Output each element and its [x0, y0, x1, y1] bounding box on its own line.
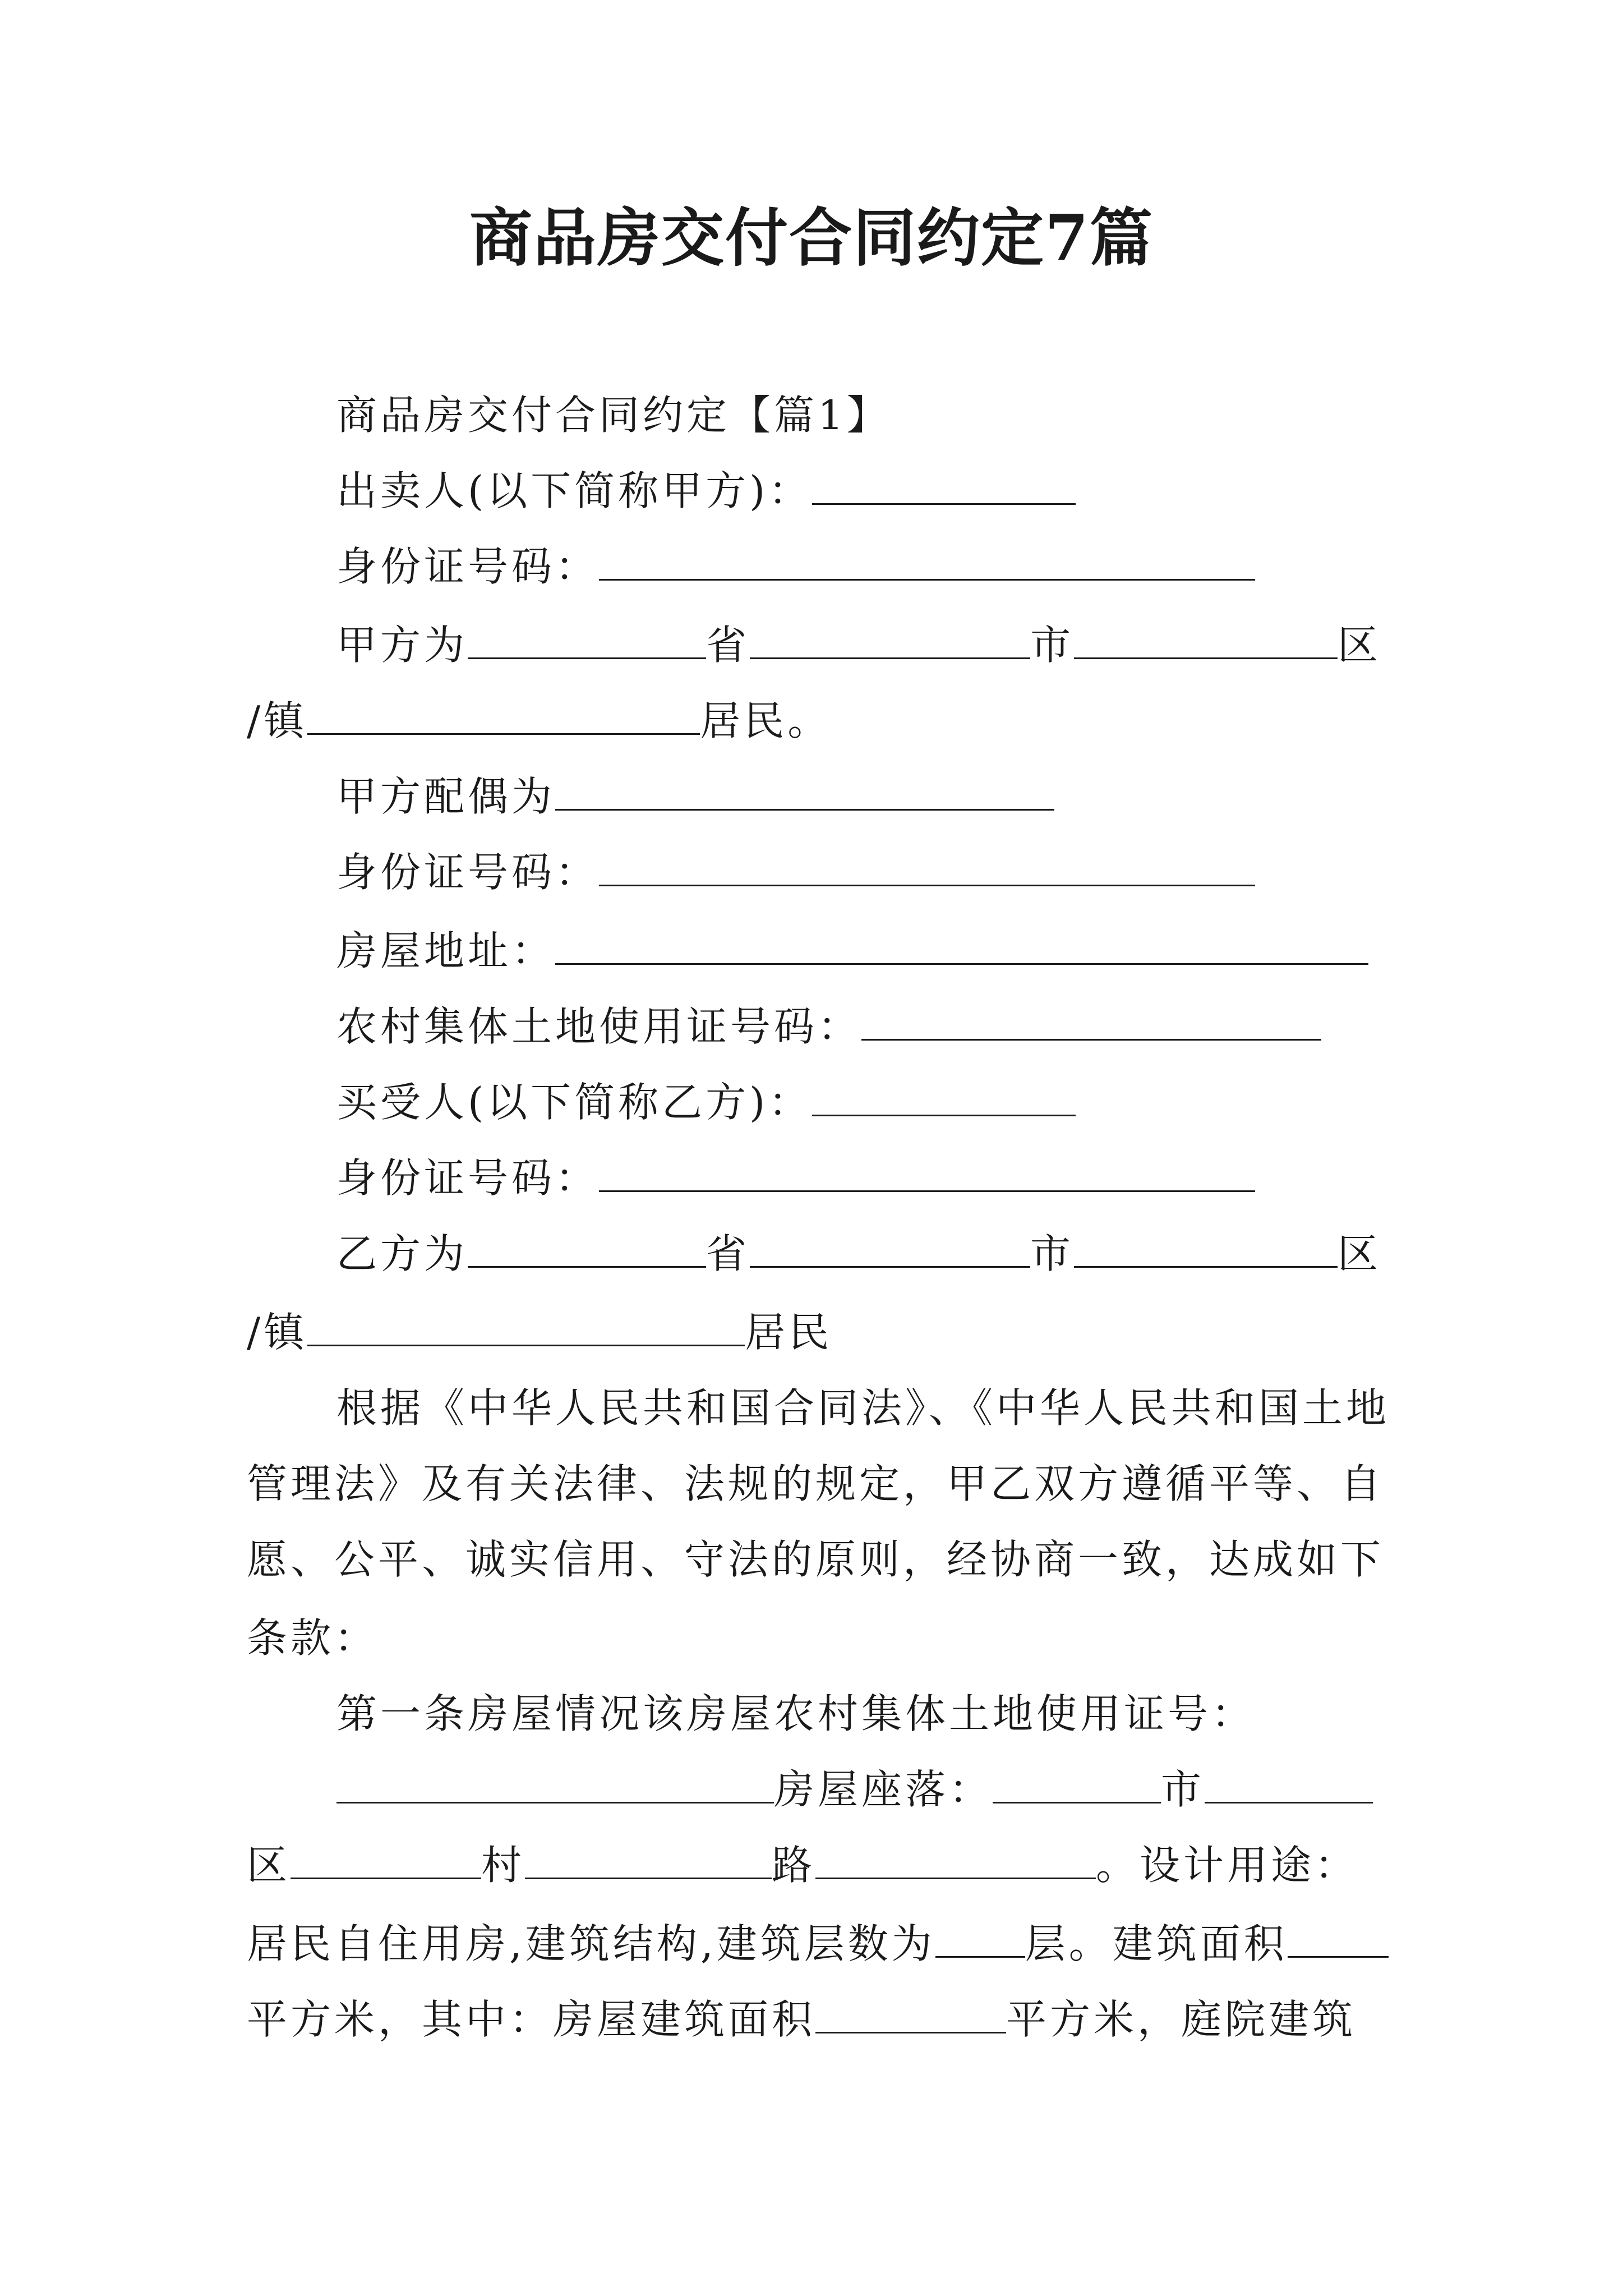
seller-province-blank [468, 620, 706, 659]
paragraph-text: 根据《中华人民共和国合同法》、《中华人民共和国土地 [336, 1384, 1390, 1432]
buyer-id-line [336, 1150, 1255, 1206]
paragraph-text: 条款： [247, 1614, 379, 1662]
house-address-label: 房屋地址： [336, 927, 556, 974]
buyer-province-blank [468, 1229, 706, 1268]
section-heading-text: 商品房交付合同约定【篇1】 [336, 392, 891, 439]
buyer-town-line [247, 1304, 832, 1360]
buyer-city-label: 市 [1030, 1230, 1075, 1277]
seller-district-blank [1074, 620, 1338, 659]
document-title: 商品房交付合同约定7篇 [469, 201, 1154, 275]
house-location-label: 房屋座落： [774, 1766, 993, 1813]
location-city-label: 市 [1161, 1766, 1205, 1813]
structure-line [247, 1916, 1389, 1972]
buyer-town-prefix: /镇 [247, 1309, 308, 1356]
area-label: 层。建筑面积 [1025, 1920, 1288, 1967]
buyer-id-label: 身份证号码： [336, 1154, 600, 1202]
seller-province-label: 省 [706, 622, 750, 669]
seller-id-blank [599, 542, 1255, 581]
location-city-blank [993, 1765, 1161, 1803]
paragraph-line [247, 1456, 1384, 1512]
seller-id-label: 身份证号码： [336, 543, 600, 590]
seller-town-suffix: 居民。 [700, 697, 832, 744]
land-cert-line [336, 999, 1321, 1055]
paragraph-line [247, 1610, 378, 1666]
land-cert-no-blank [336, 1765, 774, 1803]
seller-id-line [336, 539, 1255, 595]
buyer-province-label: 省 [706, 1230, 750, 1277]
area-blank [1288, 1919, 1389, 1958]
seller-label: 出卖人(以下简称甲方)： [336, 467, 813, 514]
location-village-blank [291, 1841, 481, 1879]
seller-town-prefix: /镇 [247, 697, 308, 744]
seller-residence-line [336, 617, 1381, 673]
seller-town-line [247, 693, 831, 749]
spouse-id-label: 身份证号码： [336, 849, 600, 896]
building-area-blank [815, 1995, 1006, 2033]
house-address-line [336, 923, 1368, 979]
seller-district-label: 区 [1338, 622, 1382, 669]
area-detail-text: 平方米，其中：房屋建筑面积 [247, 1996, 816, 2043]
seller-residence-prefix: 甲方为 [336, 622, 468, 669]
house-address-blank [555, 926, 1368, 965]
seller-spouse-blank [555, 772, 1054, 811]
buyer-residence-line [336, 1226, 1381, 1282]
seller-city-label: 市 [1030, 622, 1075, 669]
location-road-no-blank [815, 1841, 1096, 1879]
spouse-id-line [336, 844, 1255, 900]
buyer-city-blank [750, 1229, 1030, 1268]
paragraph-text: 愿、公平、诚实信用、守法的原则，经协商一致，达成如下 [247, 1536, 1385, 1583]
land-cert-label: 农村集体土地使用证号码： [336, 1003, 862, 1050]
buyer-town-blank [307, 1308, 745, 1346]
paragraph-text: 管理法》及有关法律、法规的规定，甲乙双方遵循平等、自 [247, 1460, 1385, 1507]
location-district-label: 区 [247, 1842, 291, 1889]
seller-spouse-line [336, 769, 1054, 825]
seller-town-blank [307, 696, 700, 735]
structure-text: 居民自住用房,建筑结构,建筑层数为 [247, 1920, 935, 1967]
spouse-id-blank [599, 848, 1255, 886]
buyer-town-suffix: 居民 [745, 1309, 833, 1356]
location-road-blank [525, 1841, 772, 1879]
article-one-line [336, 1686, 1255, 1742]
buyer-blank [812, 1078, 1076, 1116]
paragraph-line [247, 1531, 1384, 1588]
land-cert-blank [861, 1002, 1321, 1041]
location-district-blank [1205, 1765, 1373, 1803]
article-one-text: 第一条房屋情况该房屋农村集体土地使用证号： [336, 1690, 1256, 1737]
location-road-label: 路 [772, 1842, 816, 1889]
location-village-label: 村 [481, 1842, 525, 1889]
area-detail-suffix: 平方米，庭院建筑 [1006, 1996, 1357, 2043]
paragraph-line [336, 1380, 1390, 1436]
house-location-cont-line [247, 1837, 1358, 1893]
design-use-label: 。设计用途： [1096, 1842, 1359, 1889]
house-location-line [336, 1761, 1373, 1818]
floors-blank [935, 1919, 1025, 1958]
seller-line [336, 463, 1076, 519]
section-heading [336, 387, 891, 443]
seller-city-blank [750, 620, 1030, 659]
area-detail-line [247, 1991, 1356, 2047]
buyer-residence-prefix: 乙方为 [336, 1230, 468, 1277]
buyer-district-blank [1074, 1229, 1338, 1268]
buyer-line [336, 1074, 1076, 1130]
seller-blank [812, 466, 1076, 505]
seller-spouse-label: 甲方配偶为 [336, 773, 556, 820]
buyer-district-label: 区 [1338, 1230, 1382, 1277]
buyer-id-blank [599, 1153, 1255, 1192]
buyer-label: 买受人(以下简称乙方)： [336, 1079, 813, 1126]
